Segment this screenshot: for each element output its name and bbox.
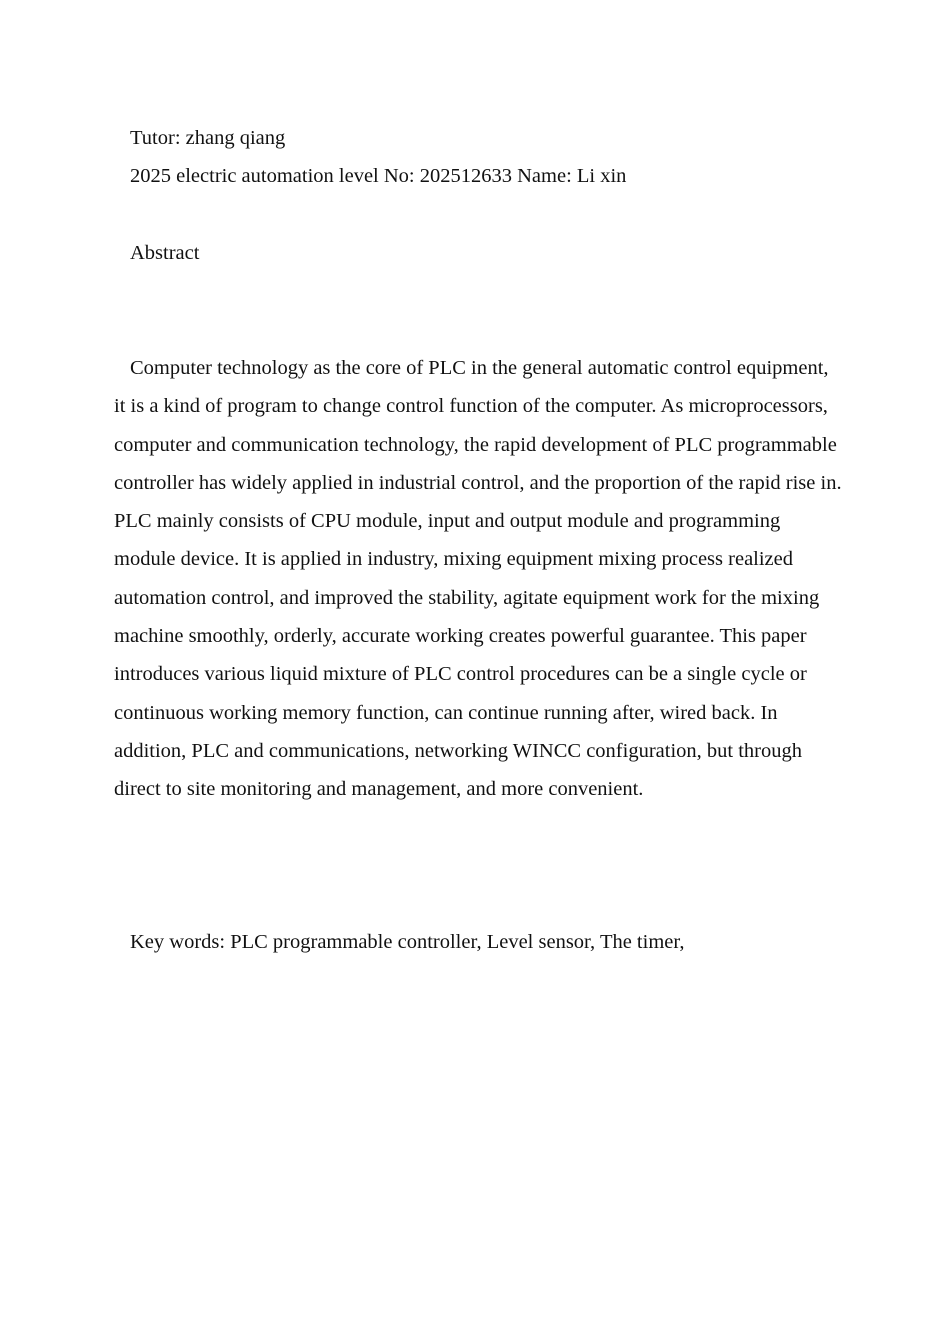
student-info-line: 2025 electric automation level No: 202512633 Name: Li xin xyxy=(130,165,627,187)
keywords-line: Key words: PLC programmable controller, Level sensor, The timer, xyxy=(130,931,685,953)
abstract-body: Computer technology as the core of PLC in the general automatic control equipment, it is a kind of program to change control function of the computer. As microprocessors, computer and communication technology, the rapid development of PLC programmable controller has widely applied in industrial control, and the proportion of the rapid rise in. PLC mainly consists of CPU module, input and output module and programming module device. It is applied in industry, mixing equipment mixing process realized automation control, and improved the stability, agitate equipment work for the mixing machine smoothly, orderly, accurate working creates powerful guarantee. This paper introduces various liquid mixture of PLC control procedures can be a single cycle or continuous working memory function, can continue running after, wired back. In addition, PLC and communications, networking WINCC configuration, but through direct to site monitoring and management, and more convenient. xyxy=(114,357,842,801)
tutor-line: Tutor: zhang qiang xyxy=(130,127,286,149)
abstract-heading: Abstract xyxy=(130,242,200,264)
